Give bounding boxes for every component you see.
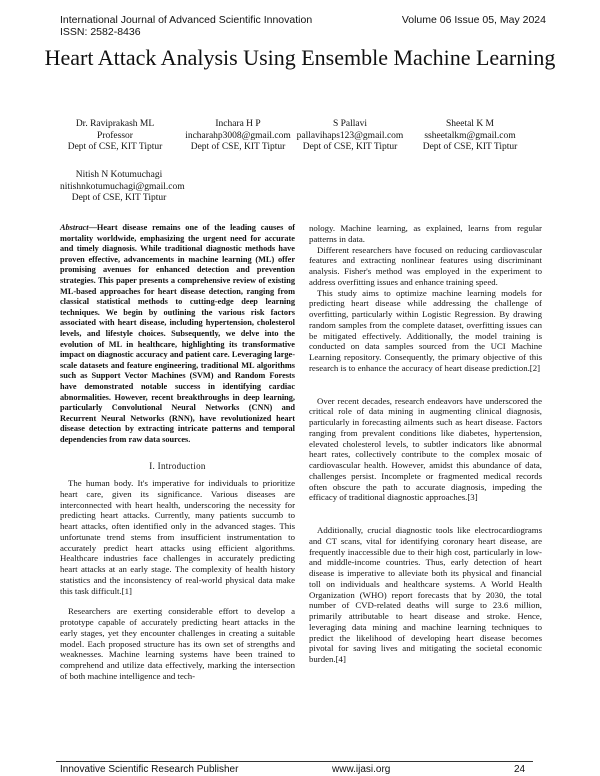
author-name: Inchara H P xyxy=(215,119,261,129)
journal-name: International Journal of Advanced Scientific Innovation xyxy=(60,14,313,26)
abstract-label: Abstract xyxy=(60,223,89,232)
author-email: nitishnkotumuchagi@gmail.com xyxy=(60,181,185,192)
author-email: pallavihaps123@gmail.com xyxy=(296,130,404,141)
paragraph: Different researchers have focused on reducing cardiovascular features and extracting nonlinear features using discriminant analysis. Fisher's method was employed in the experiment to address overfitting issues and enhance training speed. xyxy=(309,244,542,287)
author-email: incharahp3008@gmail.com xyxy=(185,130,291,141)
author-affiliation: Dept of CSE, KIT Tiptur xyxy=(302,142,398,152)
volume-issue: Volume 06 Issue 05, May 2024 xyxy=(401,14,546,26)
author-title: Professor xyxy=(97,130,133,141)
author-name: Nitish N Kotumuchagi xyxy=(75,170,163,180)
author-block xyxy=(178,119,298,154)
author-affiliation: Dept of CSE, KIT Tiptur xyxy=(71,193,167,203)
author-block xyxy=(408,119,532,154)
left-column xyxy=(60,478,295,682)
paragraph-split-start: Researchers are exerting considerable effort to develop a prototype capable of accurately predicting heart attacks in the early stages, yet they encounter challenges in creating a suitable model. Each proposed structure has its own set of strengths and weaknesses. Machine learning systems have been trained to comprehend and utilize data effectively, marking the intersection of both machine intelligence and tech- xyxy=(60,606,295,681)
author-block xyxy=(60,170,185,205)
paragraph: The human body. It's imperative for individuals to prioritize heart care, given its significance. Various diseases are interconnected with heart health, underscoring the necessity for predicting heart attacks. Currently, many patients succumb to heart attacks, often identified only in the advanced stages. This unfortunate trend stems from insufficient instrumentation to accurately predict heart attacks using efficient algorithms. Healthcare industries face challenges in accurately predicting heart attacks at an early stage. The complexity of health history statistics and the inconsistency of real-world physical data make this task difficult.[1] xyxy=(60,478,295,596)
paper-title: Heart Attack Analysis Using Ensemble Machine Learning xyxy=(44,45,556,70)
abstract xyxy=(60,223,295,445)
author-block xyxy=(60,119,170,154)
right-column xyxy=(309,223,542,665)
author-affiliation: Dept of CSE, KIT Tiptur xyxy=(67,142,163,152)
paragraph: This study aims to optimize machine learning models for predicting heart disease while addressing the challenge of overfitting, particularly within Logistic Regression. By drawing random samples from the complete dataset, overfitting issues can be mitigated effectively. Additionally, the model training is conducted on data samples sourced from the UCI Machine Learning repository. Consequently, the primary objective of this research is to enhance the accuracy of heart disease prediction.[2] xyxy=(309,287,542,373)
issn: ISSN: 2582-8436 xyxy=(60,26,141,38)
author-name: Sheetal K M xyxy=(445,119,495,129)
footer-divider xyxy=(56,761,533,762)
author-block xyxy=(290,119,410,154)
footer-url: www.ijasi.org xyxy=(332,764,391,775)
author-email: ssheetalkm@gmail.com xyxy=(424,130,516,141)
paragraph: Additionally, crucial diagnostic tools like electrocardiograms and CT scans, vital for identifying coronary heart disease, are frequently inaccessible due to their high cost, particularly in low- and middle-income countries. Thus, early detection of heart disease is imperative to alleviate both its physical and financial toll on individuals and healthcare systems. A World Health Organization (WHO) report forecasts that by 2030, the total number of CVD-related deaths will surge to 23.6 million, primarily attributable to heart disease and stroke. Hence, leveraging data mining and machine learning techniques to predict the likelihood of developing heart disease becomes pivotal for saving lives and mitigating the societal economic burden.[4] xyxy=(309,525,542,664)
page-number: 24 xyxy=(514,764,526,775)
paragraph-split-end: nology. Machine learning, as explained, learns from regular patterns in data. xyxy=(309,223,542,244)
author-affiliation: Dept of CSE, KIT Tiptur xyxy=(422,142,518,152)
author-name: S Pallavi xyxy=(332,119,368,129)
author-name: Dr. Raviprakash ML xyxy=(75,119,155,129)
paragraph: Over recent decades, research endeavors have underscored the critical role of data mining in augmenting clinical diagnosis, particularly in forecasting ailments such as heart disease. Factors ranging from prevalent conditions like diabetes, hypertension, elevated cholesterol levels, to subtler indicators like abnormal heart rates, collectively contribute to the complex mosaic of cardiovascular health. However, amidst this abundance of data, challenges persist. Incomplete or fragmented medical records often obscure the path to accurate diagnosis, impeding the efficacy of traditional diagnostic approaches.[3] xyxy=(309,395,542,503)
abstract-text: —Heart disease remains one of the leading causes of mortality worldwide, emphasizing the urgent need for accurate and timely diagnosis. While traditional diagnostic methods have proven effective, advancements in machine learning (ML) offer promising avenues for enhanced detection and prevention strategies. This paper presents a comprehensive review of existing ML-based approaches for heart disease detection, ranging from classical statistical methods to cutting-edge deep learning techniques. We begin by outlining the various risk factors associated with heart disease, including hypertension, cholesterol levels, and lifestyle choices. Subsequently, we delve into the evolution of ML in healthcare, highlighting its transformative impact on diagnostic accuracy and patient care. Leveraging large-scale datasets and feature engineering, traditional ML algorithms such as Support Vector Machines (SVM) and Random Forests have demonstrated notable success in identifying cardiac abnormalities. However, recent breakthroughs in deep learning, particularly Convolutional Neural Networks (CNN) and Recurrent Neural Networks (RNN), have revolutionized heart disease detection by extracting intricate patterns and temporal dependencies from raw data sources. xyxy=(60,223,295,444)
author-affiliation: Dept of CSE, KIT Tiptur xyxy=(190,142,286,152)
footer-publisher: Innovative Scientific Research Publisher xyxy=(60,764,239,775)
section-heading: I. Introduction xyxy=(149,461,206,471)
